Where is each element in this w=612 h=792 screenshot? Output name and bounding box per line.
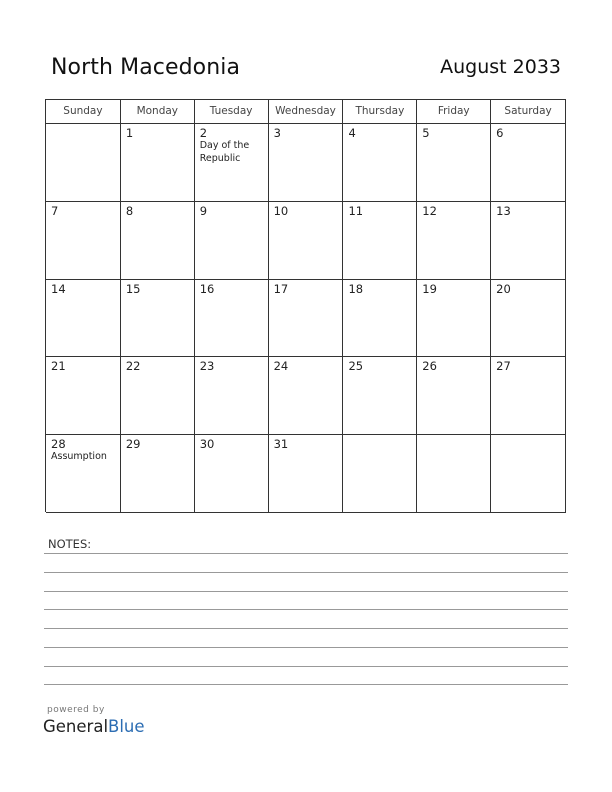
day-cell[interactable]: [343, 435, 417, 513]
month-year-title: August 2033: [440, 56, 561, 78]
brand-general: General: [43, 717, 109, 736]
day-cell[interactable]: [343, 202, 417, 280]
day-cell[interactable]: [417, 357, 491, 435]
day-cell[interactable]: [491, 124, 566, 202]
notes-line: [44, 684, 568, 685]
notes-line: [44, 553, 568, 554]
day-number: 4: [348, 126, 356, 140]
day-number: 25: [348, 359, 364, 374]
day-number: 10: [273, 203, 289, 218]
calendar-grid: [45, 99, 566, 512]
day-cell[interactable]: [269, 202, 344, 280]
day-cell[interactable]: [269, 435, 344, 513]
holiday-label: Day of the Republic: [199, 140, 250, 164]
day-number: 7: [51, 203, 59, 218]
day-number: 21: [51, 359, 66, 374]
day-cell[interactable]: [195, 357, 269, 435]
day-number: 19: [422, 281, 437, 296]
notes-line: [44, 647, 568, 648]
day-number: 16: [199, 281, 215, 296]
weekday-header: Tuesday: [195, 100, 269, 124]
day-cell[interactable]: [121, 280, 195, 358]
day-cell[interactable]: [491, 280, 566, 358]
day-cell[interactable]: [46, 202, 121, 280]
calendar-week-row: [46, 357, 566, 435]
day-cell[interactable]: [121, 435, 195, 513]
day-cell[interactable]: [417, 124, 491, 202]
day-number: 30: [199, 437, 215, 452]
day-number: 2: [199, 126, 208, 140]
day-cell[interactable]: [343, 357, 417, 435]
day-cell[interactable]: [195, 202, 269, 280]
notes-line: [44, 666, 568, 667]
day-number: 23: [199, 359, 215, 374]
day-number: 5: [422, 126, 430, 140]
day-number: 18: [348, 281, 364, 296]
day-cell[interactable]: [417, 280, 491, 358]
day-cell[interactable]: [195, 435, 269, 513]
day-cell[interactable]: [121, 357, 195, 435]
day-number: 14: [51, 281, 66, 296]
day-cell[interactable]: [491, 357, 566, 435]
day-cell[interactable]: [269, 357, 344, 435]
day-number: 29: [125, 437, 141, 452]
day-number: 12: [422, 203, 437, 218]
day-cell[interactable]: [343, 124, 417, 202]
notes-line: [44, 572, 568, 573]
weekday-header: Sunday: [46, 100, 121, 124]
brand-blue: Blue: [108, 717, 145, 736]
day-number: 3: [273, 126, 281, 140]
day-number: 27: [496, 359, 511, 374]
notes-line: [44, 591, 568, 592]
day-cell[interactable]: [46, 435, 121, 513]
day-cell[interactable]: [195, 280, 269, 358]
day-number: 9: [199, 203, 208, 218]
notes-label: NOTES:: [48, 537, 92, 551]
day-cell[interactable]: [417, 202, 491, 280]
day-number: 31: [273, 437, 289, 452]
day-cell[interactable]: [417, 435, 491, 513]
generalblue-logo[interactable]: [43, 717, 145, 736]
calendar-week-row: [46, 280, 566, 358]
day-number: 28: [51, 437, 66, 452]
notes-line: [44, 628, 568, 629]
calendar-week-row: [46, 435, 566, 513]
weekday-header: Saturday: [491, 100, 566, 124]
weekday-header: Monday: [121, 100, 195, 124]
day-number: 6: [496, 126, 504, 140]
notes-line: [44, 609, 568, 610]
day-cell[interactable]: [269, 124, 344, 202]
day-number: 24: [273, 359, 289, 374]
day-cell[interactable]: [46, 280, 121, 358]
day-number: 11: [348, 203, 364, 218]
day-cell[interactable]: [195, 124, 269, 202]
day-cell[interactable]: [46, 124, 121, 202]
day-cell[interactable]: [46, 357, 121, 435]
day-cell[interactable]: [121, 124, 195, 202]
weekday-header: Friday: [417, 100, 491, 124]
day-cell[interactable]: [269, 280, 344, 358]
day-number: 22: [125, 359, 141, 374]
day-cell[interactable]: [343, 280, 417, 358]
weekday-header: Wednesday: [269, 100, 344, 124]
weekday-header-row: [46, 100, 566, 124]
powered-by-text: powered by: [47, 705, 105, 715]
day-number: 26: [422, 359, 437, 374]
weekday-header: Thursday: [343, 100, 417, 124]
calendar-week-row: [46, 202, 566, 280]
calendar-week-row: [46, 124, 566, 202]
day-number: 1: [125, 126, 134, 140]
day-number: 8: [125, 203, 134, 218]
day-number: 13: [496, 203, 511, 218]
holiday-label: Assumption: [51, 451, 107, 463]
calendar-weeks: [46, 124, 566, 513]
day-cell[interactable]: [491, 435, 566, 513]
country-title: North Macedonia: [51, 55, 241, 80]
day-number: 20: [496, 281, 511, 296]
day-cell[interactable]: [121, 202, 195, 280]
day-number: 15: [125, 281, 141, 296]
day-cell[interactable]: [491, 202, 566, 280]
day-number: 17: [273, 281, 289, 296]
